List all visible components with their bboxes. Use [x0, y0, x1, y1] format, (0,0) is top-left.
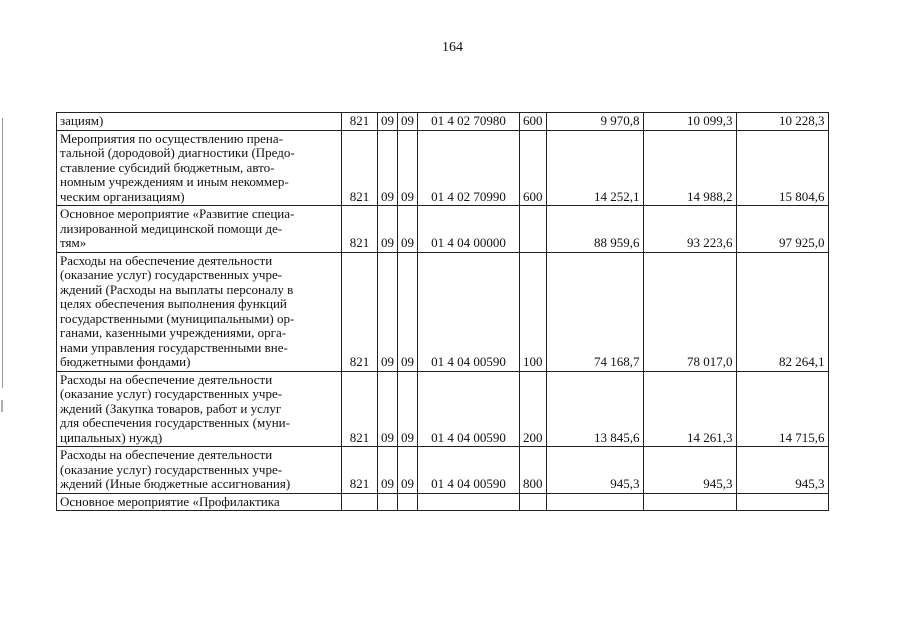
section-code-cell: [378, 493, 398, 511]
description-line: ставление субсидий бюджетным, авто-: [60, 159, 275, 175]
amount-year3-cell: 15 804,6: [736, 130, 828, 206]
section-code-cell: 09: [378, 113, 398, 131]
target-article-cell: 01 4 02 70980: [418, 113, 520, 131]
description-line: ждений (Закупка товаров, работ и услуг: [60, 400, 282, 416]
expense-type-cell: 100: [520, 252, 547, 371]
row-description-cell: [57, 113, 342, 131]
amount-year1-cell: 74 168,7: [546, 252, 643, 371]
description-line: целях обеспечения выполнения функций: [60, 296, 287, 311]
description-line: нами управления государственными вне-: [60, 339, 288, 355]
ministry-code-cell: 821: [342, 252, 378, 371]
ministry-code-cell: 821: [342, 206, 378, 253]
description-line: тям»: [60, 235, 87, 250]
budget-table: [56, 112, 829, 511]
table-row: [57, 130, 829, 206]
description-line: ждений (Расходы на выплаты персоналу в: [60, 281, 294, 297]
ministry-code-cell: 821: [342, 371, 378, 447]
description-line: Основное мероприятие «Развитие специа-: [60, 206, 295, 221]
ministry-code-cell: 821: [342, 447, 378, 494]
amount-year2-cell: 14 261,3: [643, 371, 736, 447]
subsection-code-cell: [398, 493, 418, 511]
expense-type-cell: 800: [520, 447, 547, 494]
description-line: государственными (муниципальными) ор-: [60, 310, 295, 326]
subsection-code-cell: 09: [398, 447, 418, 494]
description-line: Мероприятия по осуществлению прена-: [60, 130, 283, 146]
subsection-code-cell: 09: [398, 252, 418, 371]
amount-year2-cell: [643, 493, 736, 511]
scan-edge-dot: [1, 400, 3, 412]
description-line: для обеспечения государственных (муни-: [60, 415, 290, 430]
amount-year2-cell: 14 988,2: [643, 130, 736, 206]
table-row: [57, 113, 829, 131]
row-description-cell: [57, 371, 342, 447]
description-line: ганами, казенными учреждениями, орга-: [60, 325, 287, 340]
description-line: лизированной медицинской помощи де-: [60, 220, 283, 236]
description-line: Основное мероприятие «Профилактика: [60, 493, 280, 509]
section-code-cell: 09: [378, 371, 398, 447]
table-row: [57, 371, 829, 447]
table-row: [57, 447, 829, 494]
description-line: номным учреждениям и иным некоммер-: [60, 174, 289, 189]
description-line: (оказание услуг) государственных учре-: [60, 267, 283, 282]
description-line: Расходы на обеспечение деятельности: [60, 252, 273, 268]
amount-year2-cell: 78 017,0: [643, 252, 736, 371]
section-code-cell: 09: [378, 252, 398, 371]
scan-edge-mark: [2, 118, 3, 388]
amount-year3-cell: 82 264,1: [736, 252, 828, 371]
description-line: Расходы на обеспечение деятельности: [60, 371, 273, 387]
table-row: [57, 252, 829, 371]
expense-type-cell: 600: [520, 113, 547, 131]
amount-year2-cell: 945,3: [643, 447, 736, 494]
expense-type-cell: [520, 206, 547, 253]
target-article-cell: 01 4 02 70990: [418, 130, 520, 206]
target-article-cell: 01 4 04 00590: [418, 447, 520, 494]
amount-year1-cell: 945,3: [546, 447, 643, 494]
description-line: ципальных) нужд): [60, 429, 163, 445]
expense-type-cell: 600: [520, 130, 547, 206]
row-description-cell: [57, 447, 342, 494]
description-line: ждений (Иные бюджетные ассигнования): [60, 476, 291, 491]
table-row: [57, 493, 829, 511]
amount-year1-cell: 88 959,6: [546, 206, 643, 253]
description-line: тальной (дородовой) диагностики (Предо-: [60, 145, 295, 160]
amount-year3-cell: 945,3: [736, 447, 828, 494]
target-article-cell: 01 4 04 00590: [418, 252, 520, 371]
description-line: бюджетными фондами): [60, 354, 191, 369]
amount-year2-cell: 10 099,3: [643, 113, 736, 131]
amount-year3-cell: [736, 493, 828, 511]
subsection-code-cell: 09: [398, 113, 418, 131]
amount-year1-cell: 14 252,1: [546, 130, 643, 206]
amount-year1-cell: 13 845,6: [546, 371, 643, 447]
section-code-cell: 09: [378, 130, 398, 206]
subsection-code-cell: 09: [398, 371, 418, 447]
amount-year1-cell: 9 970,8: [546, 113, 643, 131]
ministry-code-cell: [342, 493, 378, 511]
expense-type-cell: 200: [520, 371, 547, 447]
amount-year3-cell: 14 715,6: [736, 371, 828, 447]
ministry-code-cell: 821: [342, 130, 378, 206]
subsection-code-cell: 09: [398, 130, 418, 206]
amount-year1-cell: [546, 493, 643, 511]
ministry-code-cell: 821: [342, 113, 378, 131]
description-line: Расходы на обеспечение деятельности: [60, 447, 273, 462]
section-code-cell: 09: [378, 447, 398, 494]
description-line: (оказание услуг) государственных учре-: [60, 386, 283, 401]
section-code-cell: 09: [378, 206, 398, 253]
amount-year2-cell: 93 223,6: [643, 206, 736, 253]
table-body: [57, 113, 829, 511]
amount-year3-cell: 97 925,0: [736, 206, 828, 253]
target-article-cell: 01 4 04 00590: [418, 371, 520, 447]
page-number: 164: [442, 40, 463, 55]
target-article-cell: 01 4 04 00000: [418, 206, 520, 253]
subsection-code-cell: 09: [398, 206, 418, 253]
description-line: (оказание услуг) государственных учре-: [60, 461, 283, 477]
expense-type-cell: [520, 493, 547, 511]
target-article-cell: [418, 493, 520, 511]
row-description-cell: [57, 206, 342, 253]
row-description-cell: [57, 252, 342, 371]
amount-year3-cell: 10 228,3: [736, 113, 828, 131]
table-row: [57, 206, 829, 253]
description-line: ческим организациям): [60, 188, 185, 204]
row-description-cell: [57, 493, 342, 511]
description-line: зациям): [60, 113, 104, 128]
row-description-cell: [57, 130, 342, 206]
